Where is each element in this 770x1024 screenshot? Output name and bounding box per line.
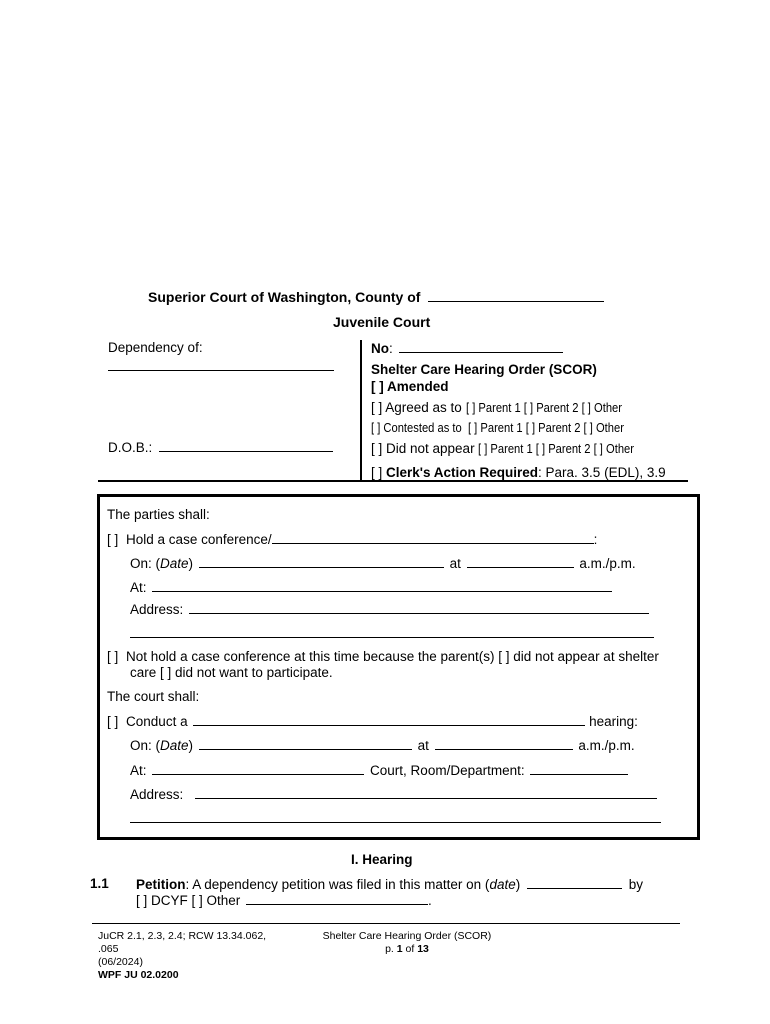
hearing-close-paren: ) (188, 738, 194, 753)
on-label: On: ( (130, 556, 161, 571)
at-word: at (449, 556, 461, 571)
dob-line (108, 439, 333, 455)
conference-time-blank[interactable] (467, 555, 574, 568)
footer-form-no: WPF JU 02.0200 (98, 969, 179, 981)
petition-filer-options[interactable]: [ ] DCYF [ ] Other (136, 893, 241, 908)
conference-address-blank-2[interactable] (130, 625, 654, 638)
order-title: Shelter Care Hearing Order (SCOR) (371, 362, 597, 377)
did-not-appear-options[interactable]: [ ] Parent 1 [ ] Parent 2 [ ] Other (478, 441, 635, 456)
hearing-address-blank-2[interactable] (130, 810, 661, 823)
page-number: 1 (396, 943, 403, 955)
footer-rules-2: .065 (98, 943, 119, 955)
agreed-options[interactable]: [ ] Parent 1 [ ] Parent 2 [ ] Other (465, 400, 622, 415)
conference-at-label: At: (130, 580, 147, 595)
case-no-label: No (371, 341, 389, 356)
parties-shall-label: The parties shall: (107, 507, 210, 522)
hold-conference-checkbox[interactable]: [ ] (107, 532, 119, 547)
not-hold-checkbox[interactable]: [ ] (107, 649, 119, 664)
did-not-appear-line (371, 441, 660, 456)
agreed-line (371, 400, 647, 415)
conference-type-blank[interactable] (272, 531, 594, 544)
contested-options[interactable]: [ ] Parent 1 [ ] Parent 2 [ ] Other (467, 420, 624, 435)
clerk-label: Clerk's Action Required (386, 465, 539, 480)
conference-address-blank[interactable] (189, 601, 649, 614)
hearing-court-line (130, 762, 628, 778)
court-title-line (148, 289, 604, 305)
hearing-date-line (130, 737, 635, 753)
contested-checkbox[interactable]: [ ] Contested as to (371, 420, 462, 435)
hold-conference-line (107, 531, 597, 547)
close-paren: ) (188, 556, 194, 571)
court-title: Superior Court of Washington, County of (148, 289, 421, 305)
room-blank[interactable] (530, 762, 628, 775)
footer-center (317, 930, 497, 956)
hearing-ampm-label: a.m./p.m. (578, 738, 635, 753)
not-hold-text: Not hold a case conference at this time because the parent(s) [ ] did not appear at shelter (126, 649, 659, 664)
petition-close: ) (515, 877, 521, 892)
case-no-line: No: (371, 340, 563, 356)
footer-revision: (06/2024) (98, 956, 143, 968)
did-not-appear-checkbox[interactable]: [ ] Did not appear (371, 441, 475, 456)
petition-date-word: date (489, 877, 516, 892)
petition-filer-line (136, 892, 432, 908)
court-shall-label: The court shall: (107, 689, 200, 704)
petition-text: : A dependency petition was filed in this matter on ( (185, 877, 490, 892)
not-hold-line-2: care [ ] did not want to participate. (130, 665, 333, 680)
page-prefix: p. (385, 943, 394, 955)
dob-label: D.O.B.: (108, 440, 153, 455)
hearing-date-word: Date (160, 738, 189, 753)
conference-address-label: Address: (130, 602, 184, 617)
footer-page (317, 943, 497, 956)
conference-at-line (130, 579, 612, 595)
hearing-on-label: On: ( (130, 738, 161, 753)
section-number: 1.1 (90, 876, 109, 891)
agreed-checkbox[interactable]: [ ] Agreed as to (371, 400, 462, 415)
clerk-paras: : Para. 3.5 (EDL), 3.9 (538, 465, 666, 480)
page-of: of (405, 943, 415, 955)
petition-by: by (628, 877, 644, 892)
conference-colon: : (593, 532, 598, 547)
dob-blank[interactable] (159, 439, 333, 452)
dependency-name-blank[interactable] (108, 358, 334, 371)
date-word: Date (160, 556, 189, 571)
conference-date-blank[interactable] (199, 555, 444, 568)
petition-other-blank[interactable] (246, 892, 428, 905)
clerk-checkbox[interactable]: [ ] (371, 465, 383, 480)
caption-divider (360, 340, 362, 481)
petition-label: Petition (136, 877, 186, 892)
contested-line (371, 420, 665, 435)
footer-doc-title: Shelter Care Hearing Order (SCOR) (322, 930, 492, 942)
contested-text[interactable] (371, 420, 624, 435)
hearing-address-blank[interactable] (195, 786, 657, 799)
conduct-a-text: Conduct a (126, 714, 188, 729)
not-hold-line-1 (107, 649, 659, 664)
court-subtitle: Juvenile Court (333, 314, 431, 330)
conduct-hearing-checkbox[interactable]: [ ] (107, 714, 119, 729)
petition-line (136, 876, 643, 892)
amended-checkbox[interactable]: [ ] Amended (371, 379, 449, 394)
conference-address-line (130, 601, 649, 617)
petition-date-blank[interactable] (527, 876, 622, 889)
court-room-label: Court, Room/Department: (370, 763, 525, 778)
hearing-at-label: At: (130, 763, 147, 778)
case-no-blank[interactable] (399, 340, 563, 353)
page-total: 13 (417, 943, 429, 955)
hearing-type-blank[interactable] (193, 713, 585, 726)
conference-date-line (130, 555, 636, 571)
clerk-action-line (371, 465, 666, 480)
footer-rules-1: JuCR 2.1, 2.3, 2.4; RCW 13.34.062, (98, 930, 267, 942)
section-heading: I. Hearing (351, 852, 413, 867)
footer-rule (92, 923, 680, 924)
hold-conference-text: Hold a case conference/ (126, 532, 272, 547)
caption-bottom-rule (98, 480, 688, 482)
hearing-word: hearing: (589, 714, 638, 729)
hearing-address-line (130, 786, 657, 802)
hearing-at-word: at (417, 738, 429, 753)
dependency-label: Dependency of: (108, 340, 203, 355)
conference-location-blank[interactable] (152, 579, 612, 592)
conduct-hearing-line (107, 713, 638, 729)
hearing-time-blank[interactable] (435, 737, 573, 750)
petition-period: . (428, 893, 432, 908)
hearing-address-label: Address: (130, 787, 184, 802)
hearing-date-blank[interactable] (199, 737, 412, 750)
hearing-court-blank[interactable] (152, 762, 364, 775)
ampm-label: a.m./p.m. (579, 556, 636, 571)
county-blank[interactable] (428, 289, 604, 302)
footer-left (98, 930, 266, 982)
